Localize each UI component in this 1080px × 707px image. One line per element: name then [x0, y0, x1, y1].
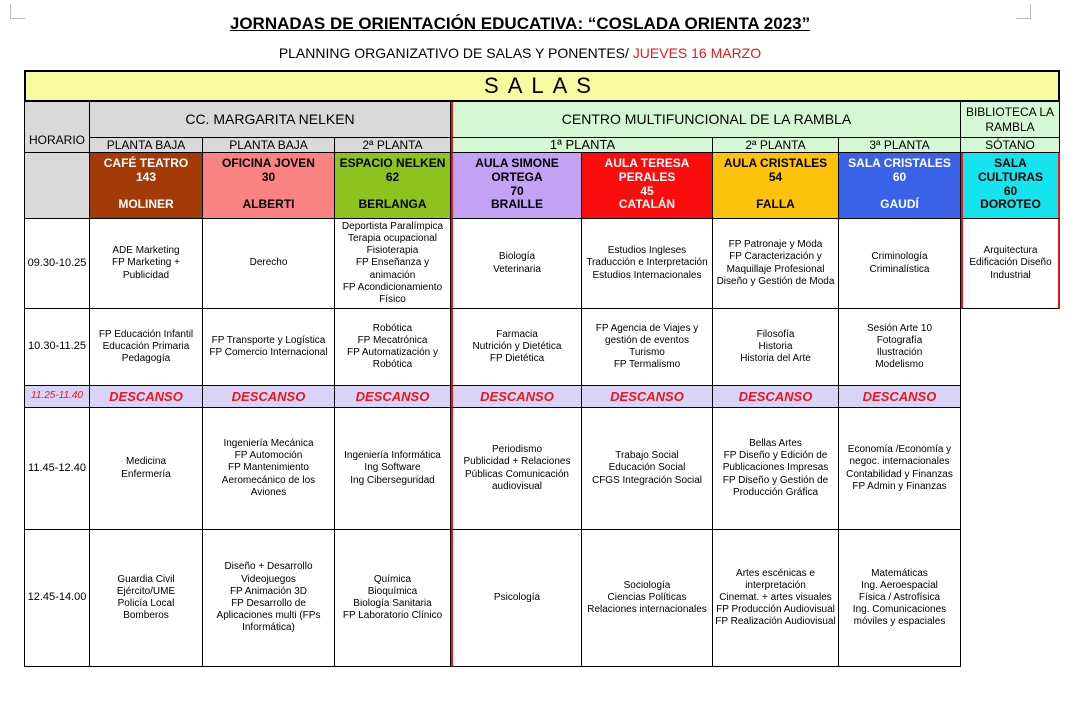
planta-label: PLANTA BAJA [90, 138, 203, 153]
room-name-block [104, 157, 188, 185]
session-text: Robótica FP Mecatrónica FP Automatización y Robótica [347, 322, 438, 371]
room-capacity: 62 [385, 169, 400, 184]
subtitle-text: PLANNING ORGANIZATIVO DE SALAS Y PONENTES/ [278, 45, 629, 61]
room-name-block [454, 157, 580, 198]
page-title: JORNADAS DE ORIENTACIÓN EDUCATIVA: “COSLADA ORIENTA 2023” [229, 14, 811, 33]
session-text: Filosofía Historia Historia del Arte [740, 328, 811, 365]
session-text: Ingeniería Mecánica FP Automoción FP Mantenimiento Aeromecánico de los Aviones [221, 438, 316, 498]
session-text: FP Agencia de Viajes y gestión de eventos Turismo FP Termalismo [595, 322, 699, 371]
session-text: FP Transporte y Logística FP Comercio Internacional [209, 334, 328, 358]
room-ponente: BRAILLE [491, 197, 543, 212]
room-name: AULA CRISTALES [723, 156, 828, 170]
session-cell [203, 219, 335, 309]
planta-label: SÓTANO [961, 138, 1060, 153]
session-text: Sesión Arte 10 Fotografía Ilustración Modelismo [866, 322, 933, 371]
salas-header: SALAS [24, 70, 1060, 102]
horario-blank [24, 153, 90, 219]
descanso-cell: DESCANSO [582, 386, 713, 408]
room-header [961, 153, 1060, 219]
session-cell [451, 219, 582, 309]
session-text: Matemáticas Ing. Aeroespacial Física / Astrofísica Ing. Comunicaciones móviles y espaciales [852, 567, 947, 628]
room-name-block [848, 157, 951, 185]
session-cell [582, 309, 713, 386]
room-name: AULA SIMONE ORTEGA [475, 156, 559, 184]
session-text: Ingeniería Informática Ing Software Ing Ciberseguridad [344, 450, 441, 486]
planta-label: 1ª PLANTA [451, 138, 713, 153]
time-slot: 12.45-14.00 [24, 530, 90, 667]
session-text: Diseño + Desarrollo Videojuegos FP Animación 3D FP Desarrollo de Aplicaciones multi (FPs Informática) [216, 561, 321, 634]
session-cell [713, 530, 839, 667]
time-slot: 09.30-10.25 [24, 219, 90, 309]
room-ponente: GAUDÍ [880, 197, 919, 212]
descanso-cell: DESCANSO [451, 386, 582, 408]
descanso-cell: DESCANSO [839, 386, 961, 408]
room-capacity: 143 [135, 169, 156, 184]
schedule-table [24, 70, 1060, 680]
session-cell [203, 530, 335, 667]
session-text: Periodismo Publicidad + Relaciones Públicas Comunicación audiovisual [463, 444, 571, 492]
room-header [90, 153, 203, 219]
session-text: Arquitectura Edificación Diseño Industrial [969, 245, 1052, 281]
venue-biblioteca-rambla: BIBLIOTECA LA RAMBLA [961, 102, 1060, 138]
session-cell [451, 530, 582, 667]
session-text: Psicología [493, 591, 541, 603]
session-text: Sociología Ciencias Políticas Relaciones internacionales [587, 579, 707, 616]
planta-label: PLANTA BAJA [203, 138, 335, 153]
planta-label: 3ª PLANTA [839, 138, 961, 153]
room-header [713, 153, 839, 219]
session-cell [90, 219, 203, 309]
descanso-cell: DESCANSO [713, 386, 839, 408]
session-text: Artes escénicas e interpretación Cinemat. + artes visuales FP Producción Audiovisual FP Realización Audiovisual [715, 567, 836, 628]
room-name: OFICINA JOVEN [222, 156, 315, 170]
room-name-block [222, 157, 315, 185]
session-text: Criminología Criminalística [869, 251, 930, 275]
session-cell [839, 309, 961, 386]
session-text: ADE Marketing FP Marketing + Publicidad [112, 245, 180, 281]
session-cell [582, 408, 713, 530]
session-text: Guardia Civil Ejército/UME Policía Local Bomberos [116, 573, 176, 622]
room-name: SALA CULTURAS [977, 156, 1044, 184]
session-cell [582, 530, 713, 667]
session-text: Química Bioquímica Biología Sanitaria FP Laboratorio Clínico [342, 573, 443, 622]
venue-centro-rambla: CENTRO MULTIFUNCIONAL DE LA RAMBLA [451, 102, 961, 138]
room-ponente: ALBERTI [242, 197, 295, 212]
page-subtitle [0, 45, 1040, 61]
session-text: FP Educación Infantil Educación Primaria Pedagogía [98, 328, 194, 365]
subtitle-date: JUEVES 16 MARZO [632, 45, 762, 61]
descanso-cell: DESCANSO [335, 386, 451, 408]
room-ponente: MOLINER [118, 197, 174, 212]
time-slot: 10.30-11.25 [24, 309, 90, 386]
horario-header: HORARIO [24, 102, 90, 153]
session-text: Deportista Paralímpica Terapia ocupacional Fisioterapia FP Enseñanza y animación FP Acondicionamiento Físico [341, 220, 444, 305]
session-text: Biología Veterinaria [493, 251, 541, 275]
room-header [582, 153, 713, 219]
room-name-block [964, 157, 1057, 198]
session-text: FP Patronaje y Moda FP Caracterización y Maquillaje Profesional Diseño y Gestión de Moda [716, 239, 835, 287]
session-cell [713, 408, 839, 530]
session-text: Trabajo Social Educación Social CFGS Integración Social [591, 450, 703, 486]
venue-margarita-nelken: CC. MARGARITA NELKEN [90, 102, 451, 138]
room-capacity: 70 [510, 183, 524, 198]
room-capacity: 54 [768, 169, 783, 184]
session-cell [839, 219, 961, 309]
descanso-cell: DESCANSO [203, 386, 335, 408]
room-ponente: CATALÁN [618, 197, 676, 212]
room-header [335, 153, 451, 219]
room-header [203, 153, 335, 219]
session-text: Economía /Economía y negoc. internacionales Contabilidad y Finanzas FP Admin y Finanzas [846, 444, 953, 492]
room-capacity: 30 [261, 169, 276, 184]
room-ponente: BERLANGA [358, 197, 427, 212]
room-header [451, 153, 582, 219]
descanso-cell: DESCANSO [90, 386, 203, 408]
session-cell [451, 309, 582, 386]
session-cell [203, 309, 335, 386]
session-cell [839, 408, 961, 530]
session-cell [90, 408, 203, 530]
room-name-block [340, 157, 446, 185]
room-name: ESPACIO NELKEN [339, 156, 446, 170]
session-cell [335, 408, 451, 530]
session-cell [335, 219, 451, 309]
planta-label: 2ª PLANTA [713, 138, 839, 153]
room-name-block [724, 157, 827, 185]
session-cell [335, 309, 451, 386]
session-text: Derecho [249, 257, 288, 269]
room-name: AULA TERESA PERALES [604, 156, 690, 184]
room-capacity: 60 [892, 169, 907, 184]
time-slot: 11.45-12.40 [24, 408, 90, 530]
session-text: Estudios Ingleses Traducción e Interpretación Estudios Internacionales [586, 245, 708, 281]
session-cell [335, 530, 451, 667]
session-cell [713, 219, 839, 309]
session-text: Farmacia Nutrición y Dietética FP Dietética [472, 328, 562, 365]
room-capacity: 45 [640, 183, 654, 198]
room-name-block [583, 157, 711, 198]
session-cell [839, 530, 961, 667]
session-text: Bellas Artes FP Diseño y Edición de Publicaciones Impresas FP Diseño y Gestión de Producción Gráfica [722, 438, 829, 498]
session-cell [90, 530, 203, 667]
time-slot: 11.25-11.40 [24, 386, 90, 408]
session-cell [961, 219, 1060, 309]
room-name: SALA CRISTALES [848, 156, 951, 170]
room-capacity: 60 [1003, 183, 1018, 198]
planta-label: 2ª PLANTA [335, 138, 451, 153]
session-cell [203, 408, 335, 530]
room-ponente: FALLA [756, 197, 795, 212]
session-cell [713, 309, 839, 386]
session-cell [451, 408, 582, 530]
session-cell [582, 219, 713, 309]
session-text: Medicina Enfermería [121, 456, 171, 480]
room-ponente: DOROTEO [980, 197, 1041, 212]
room-header [839, 153, 961, 219]
session-cell [90, 309, 203, 386]
room-name: CAFÉ TEATRO [103, 156, 189, 170]
